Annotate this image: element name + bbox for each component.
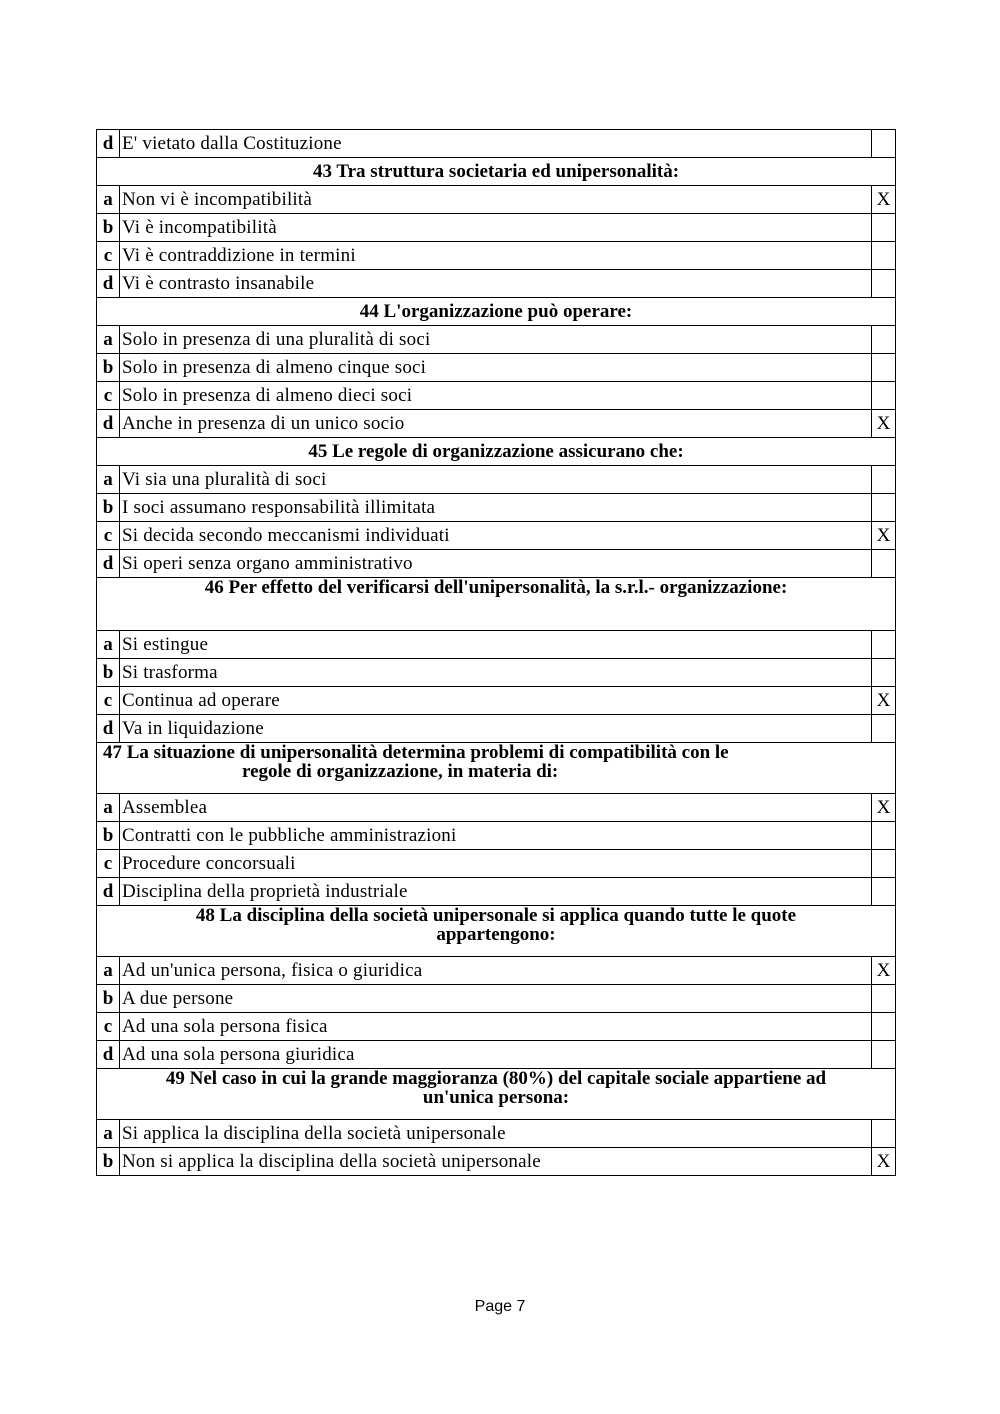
answer-row bbox=[97, 270, 896, 298]
answer-letter: b bbox=[97, 354, 120, 382]
answer-mark-box bbox=[872, 382, 896, 410]
answer-letter: d bbox=[97, 878, 120, 906]
answer-letter: a bbox=[97, 1120, 120, 1148]
answer-letter: d bbox=[97, 410, 120, 438]
answer-text: Solo in presenza di almeno cinque soci bbox=[120, 354, 872, 382]
answer-mark-box: X bbox=[872, 1148, 896, 1176]
answer-text: A due persone bbox=[120, 985, 872, 1013]
answer-mark-box bbox=[872, 850, 896, 878]
answer-mark-box: X bbox=[872, 687, 896, 715]
answer-text: Vi sia una pluralità di soci bbox=[120, 466, 872, 494]
answer-row bbox=[97, 466, 896, 494]
answer-mark-box bbox=[872, 494, 896, 522]
question-line: 44 L'organizzazione può operare: bbox=[359, 301, 633, 322]
answer-mark-box bbox=[872, 214, 896, 242]
answer-mark-box bbox=[872, 878, 896, 906]
answer-row bbox=[97, 687, 896, 715]
answer-text: Solo in presenza di una pluralità di soci bbox=[120, 326, 872, 354]
answer-row bbox=[97, 631, 896, 659]
answer-row bbox=[97, 522, 896, 550]
answer-row bbox=[97, 326, 896, 354]
answer-mark-box: X bbox=[872, 186, 896, 214]
question-text bbox=[97, 298, 896, 326]
page-footer bbox=[0, 1298, 1000, 1316]
answer-row bbox=[97, 1120, 896, 1148]
question-row bbox=[97, 578, 896, 631]
answer-mark-box: X bbox=[872, 410, 896, 438]
answer-letter: b bbox=[97, 822, 120, 850]
answer-text: Vi è contraddizione in termini bbox=[120, 242, 872, 270]
answer-text: Si applica la disciplina della società unipersonale bbox=[120, 1120, 872, 1148]
answer-row bbox=[97, 130, 896, 158]
answer-mark-box bbox=[872, 1120, 896, 1148]
answer-text: Procedure concorsuali bbox=[120, 850, 872, 878]
question-line: 47 La situazione di unipersonalità determina problemi di compatibilità con le bbox=[103, 742, 729, 763]
answer-letter: c bbox=[97, 382, 120, 410]
answer-letter: c bbox=[97, 850, 120, 878]
answer-letter: d bbox=[97, 550, 120, 578]
answer-text: Va in liquidazione bbox=[120, 715, 872, 743]
answer-letter: b bbox=[97, 494, 120, 522]
answer-letter: b bbox=[97, 1148, 120, 1176]
answer-mark-box: X bbox=[872, 522, 896, 550]
answer-row bbox=[97, 1041, 896, 1069]
question-row bbox=[97, 158, 896, 186]
question-line: 49 Nel caso in cui la grande maggioranza (80%) del capitale sociale appartiene ad bbox=[165, 1068, 827, 1089]
answer-text: I soci assumano responsabilità illimitata bbox=[120, 494, 872, 522]
question-row bbox=[97, 1069, 896, 1120]
answer-letter: a bbox=[97, 794, 120, 822]
answer-letter: c bbox=[97, 1013, 120, 1041]
answer-row bbox=[97, 957, 896, 985]
answer-row bbox=[97, 382, 896, 410]
answer-row bbox=[97, 822, 896, 850]
answer-text: Anche in presenza di un unico socio bbox=[120, 410, 872, 438]
answer-mark-box bbox=[872, 242, 896, 270]
answer-letter: a bbox=[97, 631, 120, 659]
question-line: 43 Tra struttura societaria ed unipersonalità: bbox=[312, 161, 680, 182]
answer-text: Si operi senza organo amministrativo bbox=[120, 550, 872, 578]
answer-letter: a bbox=[97, 326, 120, 354]
answer-text: Ad una sola persona giuridica bbox=[120, 1041, 872, 1069]
answer-mark-box bbox=[872, 631, 896, 659]
answer-letter: d bbox=[97, 715, 120, 743]
answer-row bbox=[97, 410, 896, 438]
question-line: 45 Le regole di organizzazione assicurano che: bbox=[308, 441, 684, 462]
question-text bbox=[97, 158, 896, 186]
question-line: un'unica persona: bbox=[422, 1087, 570, 1108]
answer-letter: a bbox=[97, 186, 120, 214]
answer-row bbox=[97, 494, 896, 522]
answer-text: Vi è incompatibilità bbox=[120, 214, 872, 242]
answer-mark-box bbox=[872, 1013, 896, 1041]
answer-mark-box bbox=[872, 715, 896, 743]
answer-mark-box bbox=[872, 550, 896, 578]
answer-letter: c bbox=[97, 687, 120, 715]
answer-mark-box bbox=[872, 270, 896, 298]
answer-text: Non vi è incompatibilità bbox=[120, 186, 872, 214]
answer-text: Assemblea bbox=[120, 794, 872, 822]
answer-text: Non si applica la disciplina della società unipersonale bbox=[120, 1148, 872, 1176]
answer-text: Continua ad operare bbox=[120, 687, 872, 715]
answer-mark-box bbox=[872, 354, 896, 382]
answer-text: Solo in presenza di almeno dieci soci bbox=[120, 382, 872, 410]
answer-letter: d bbox=[97, 1041, 120, 1069]
answer-row bbox=[97, 985, 896, 1013]
question-line: 48 La disciplina della società unipersonale si applica quando tutte le quote bbox=[195, 905, 797, 926]
answer-text: Disciplina della proprietà industriale bbox=[120, 878, 872, 906]
question-line: 46 Per effetto del verificarsi dell'unipersonalità, la s.r.l.- organizzazione: bbox=[204, 577, 788, 598]
question-row bbox=[97, 298, 896, 326]
answer-mark-box bbox=[872, 985, 896, 1013]
answer-row bbox=[97, 659, 896, 687]
answer-row bbox=[97, 1148, 896, 1176]
question-row bbox=[97, 743, 896, 794]
answer-letter: d bbox=[97, 130, 120, 158]
answer-row bbox=[97, 550, 896, 578]
answer-mark-box bbox=[872, 1041, 896, 1069]
answer-mark-box: X bbox=[872, 794, 896, 822]
answer-text: Contratti con le pubbliche amministrazioni bbox=[120, 822, 872, 850]
question-text bbox=[97, 906, 896, 957]
answer-letter: d bbox=[97, 270, 120, 298]
answer-letter: a bbox=[97, 466, 120, 494]
answer-text: E' vietato dalla Costituzione bbox=[120, 130, 872, 158]
question-text bbox=[97, 1069, 896, 1120]
answer-text: Vi è contrasto insanabile bbox=[120, 270, 872, 298]
answer-row bbox=[97, 186, 896, 214]
answer-mark-box: X bbox=[872, 957, 896, 985]
answer-letter: c bbox=[97, 522, 120, 550]
answer-mark-box bbox=[872, 822, 896, 850]
question-line: appartengono: bbox=[436, 924, 556, 945]
answer-row bbox=[97, 354, 896, 382]
answer-letter: a bbox=[97, 957, 120, 985]
answer-row bbox=[97, 242, 896, 270]
question-text bbox=[97, 578, 896, 631]
question-text bbox=[97, 743, 896, 794]
answer-letter: b bbox=[97, 985, 120, 1013]
answer-letter: c bbox=[97, 242, 120, 270]
answer-row bbox=[97, 878, 896, 906]
answer-letter: b bbox=[97, 214, 120, 242]
answer-row bbox=[97, 715, 896, 743]
answer-row bbox=[97, 794, 896, 822]
answer-mark-box bbox=[872, 326, 896, 354]
question-row bbox=[97, 438, 896, 466]
question-line: regole di organizzazione, in materia di: bbox=[242, 761, 559, 782]
answer-text: Si decida secondo meccanismi individuati bbox=[120, 522, 872, 550]
question-text bbox=[97, 438, 896, 466]
quiz-body bbox=[97, 130, 896, 1176]
question-row bbox=[97, 906, 896, 957]
answer-mark-box bbox=[872, 659, 896, 687]
quiz-table bbox=[96, 129, 896, 1176]
answer-text: Ad un'unica persona, fisica o giuridica bbox=[120, 957, 872, 985]
answer-row bbox=[97, 214, 896, 242]
answer-text: Si estingue bbox=[120, 631, 872, 659]
answer-mark-box bbox=[872, 130, 896, 158]
answer-row bbox=[97, 850, 896, 878]
answer-text: Si trasforma bbox=[120, 659, 872, 687]
answer-mark-box bbox=[872, 466, 896, 494]
answer-text: Ad una sola persona fisica bbox=[120, 1013, 872, 1041]
page-number: Page 7 bbox=[474, 1298, 526, 1315]
answer-letter: b bbox=[97, 659, 120, 687]
answer-row bbox=[97, 1013, 896, 1041]
